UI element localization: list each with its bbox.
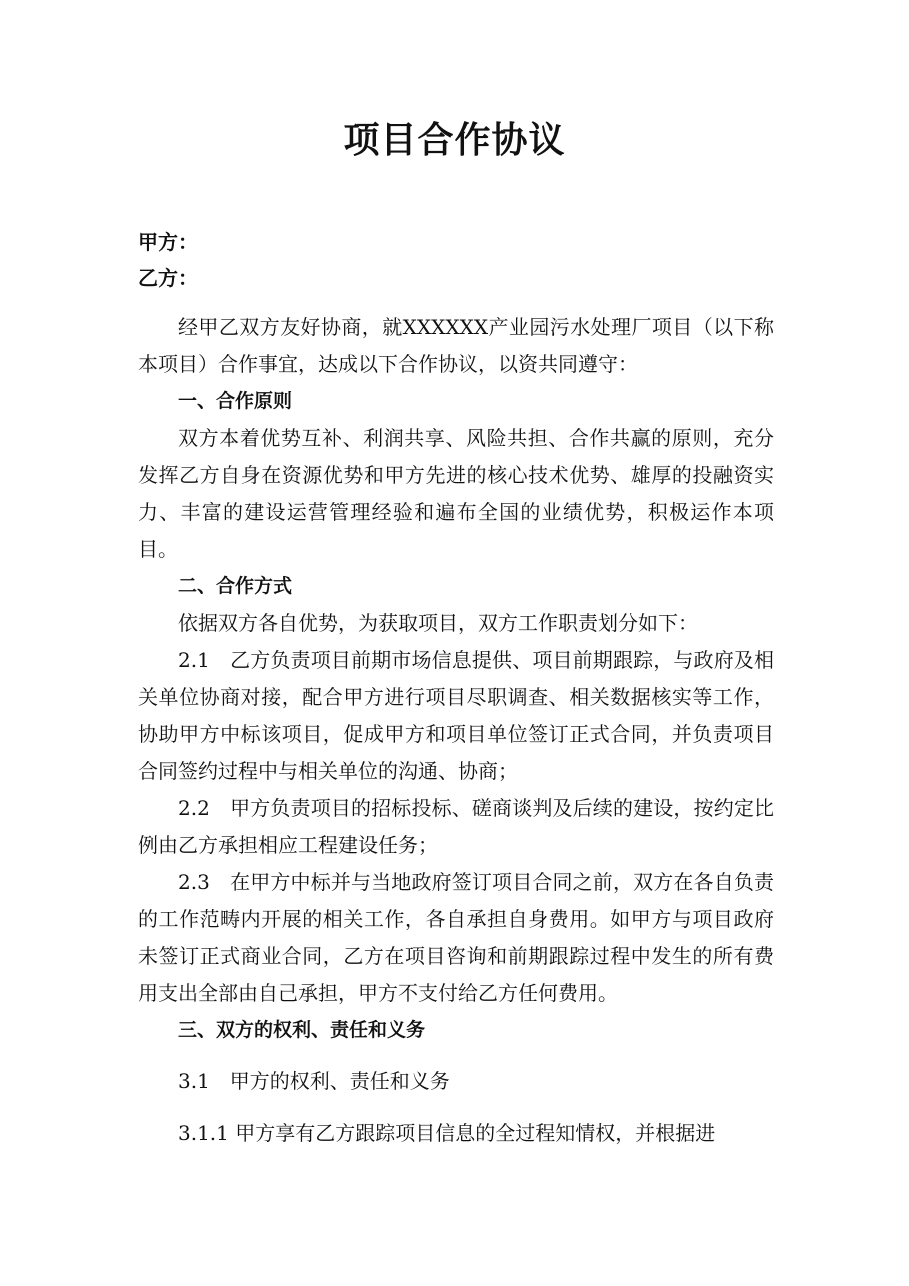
party-b-label: 乙方： xyxy=(138,266,198,290)
clause-3-1-1: 3.1.1 甲方享有乙方跟踪项目信息的全过程知情权，并根据进 xyxy=(178,1121,716,1145)
section-2-intro: 依据双方各自优势，为获取项目，双方工作职责划分如下： xyxy=(178,611,698,635)
clause-3-1: 3.1 甲方的权利、责任和义务 xyxy=(178,1069,450,1093)
section-1-paragraph: 双方本着优势互补、利润共享、风险共担、合作共赢的原则，充分发挥乙方自身在资源优势和甲方先进的核心技术优势、雄厚的投融资实力、丰富的建设运营管理经验和遍布全国的业绩优势，积极运作本项目。 xyxy=(138,426,774,561)
clause-2-3: 2.3 在甲方中标并与当地政府签订项目合同之前，双方在各自负责的工作范畴内开展的相关工作，各自承担自身费用。如甲方与项目政府未签订正式商业合同，乙方在项目咨询和前期跟踪过程中发生的所有费用支出全部由自己承担，甲方不支付给乙方任何费用。 xyxy=(138,870,774,1005)
document-title: 项目合作协议 xyxy=(343,120,566,161)
section-1-heading: 一、合作原则 xyxy=(178,390,293,412)
party-a-label: 甲方： xyxy=(138,230,198,254)
section-2-heading: 二、合作方式 xyxy=(178,575,293,597)
clause-2-2: 2.2 甲方负责项目的招标投标、磋商谈判及后续的建设，按约定比例由乙方承担相应工程建设任务； xyxy=(138,796,774,857)
section-3-heading: 三、双方的权利、责任和义务 xyxy=(178,1019,426,1041)
document-body xyxy=(138,309,774,1152)
intro-paragraph: 经甲乙双方友好协商，就XXXXXX产业园污水处理厂项目（以下称本项目）合作事宜，达成以下合作协议，以资共同遵守： xyxy=(138,315,774,376)
clause-2-1: 2.1 乙方负责项目前期市场信息提供、项目前期跟踪，与政府及相关单位协商对接，配合甲方进行项目尽职调查、相关数据核实等工作，协助甲方中标该项目，促成甲方和项目单位签订正式合同，并负责项目合同签约过程中与相关单位的沟通、协商； xyxy=(138,648,774,783)
